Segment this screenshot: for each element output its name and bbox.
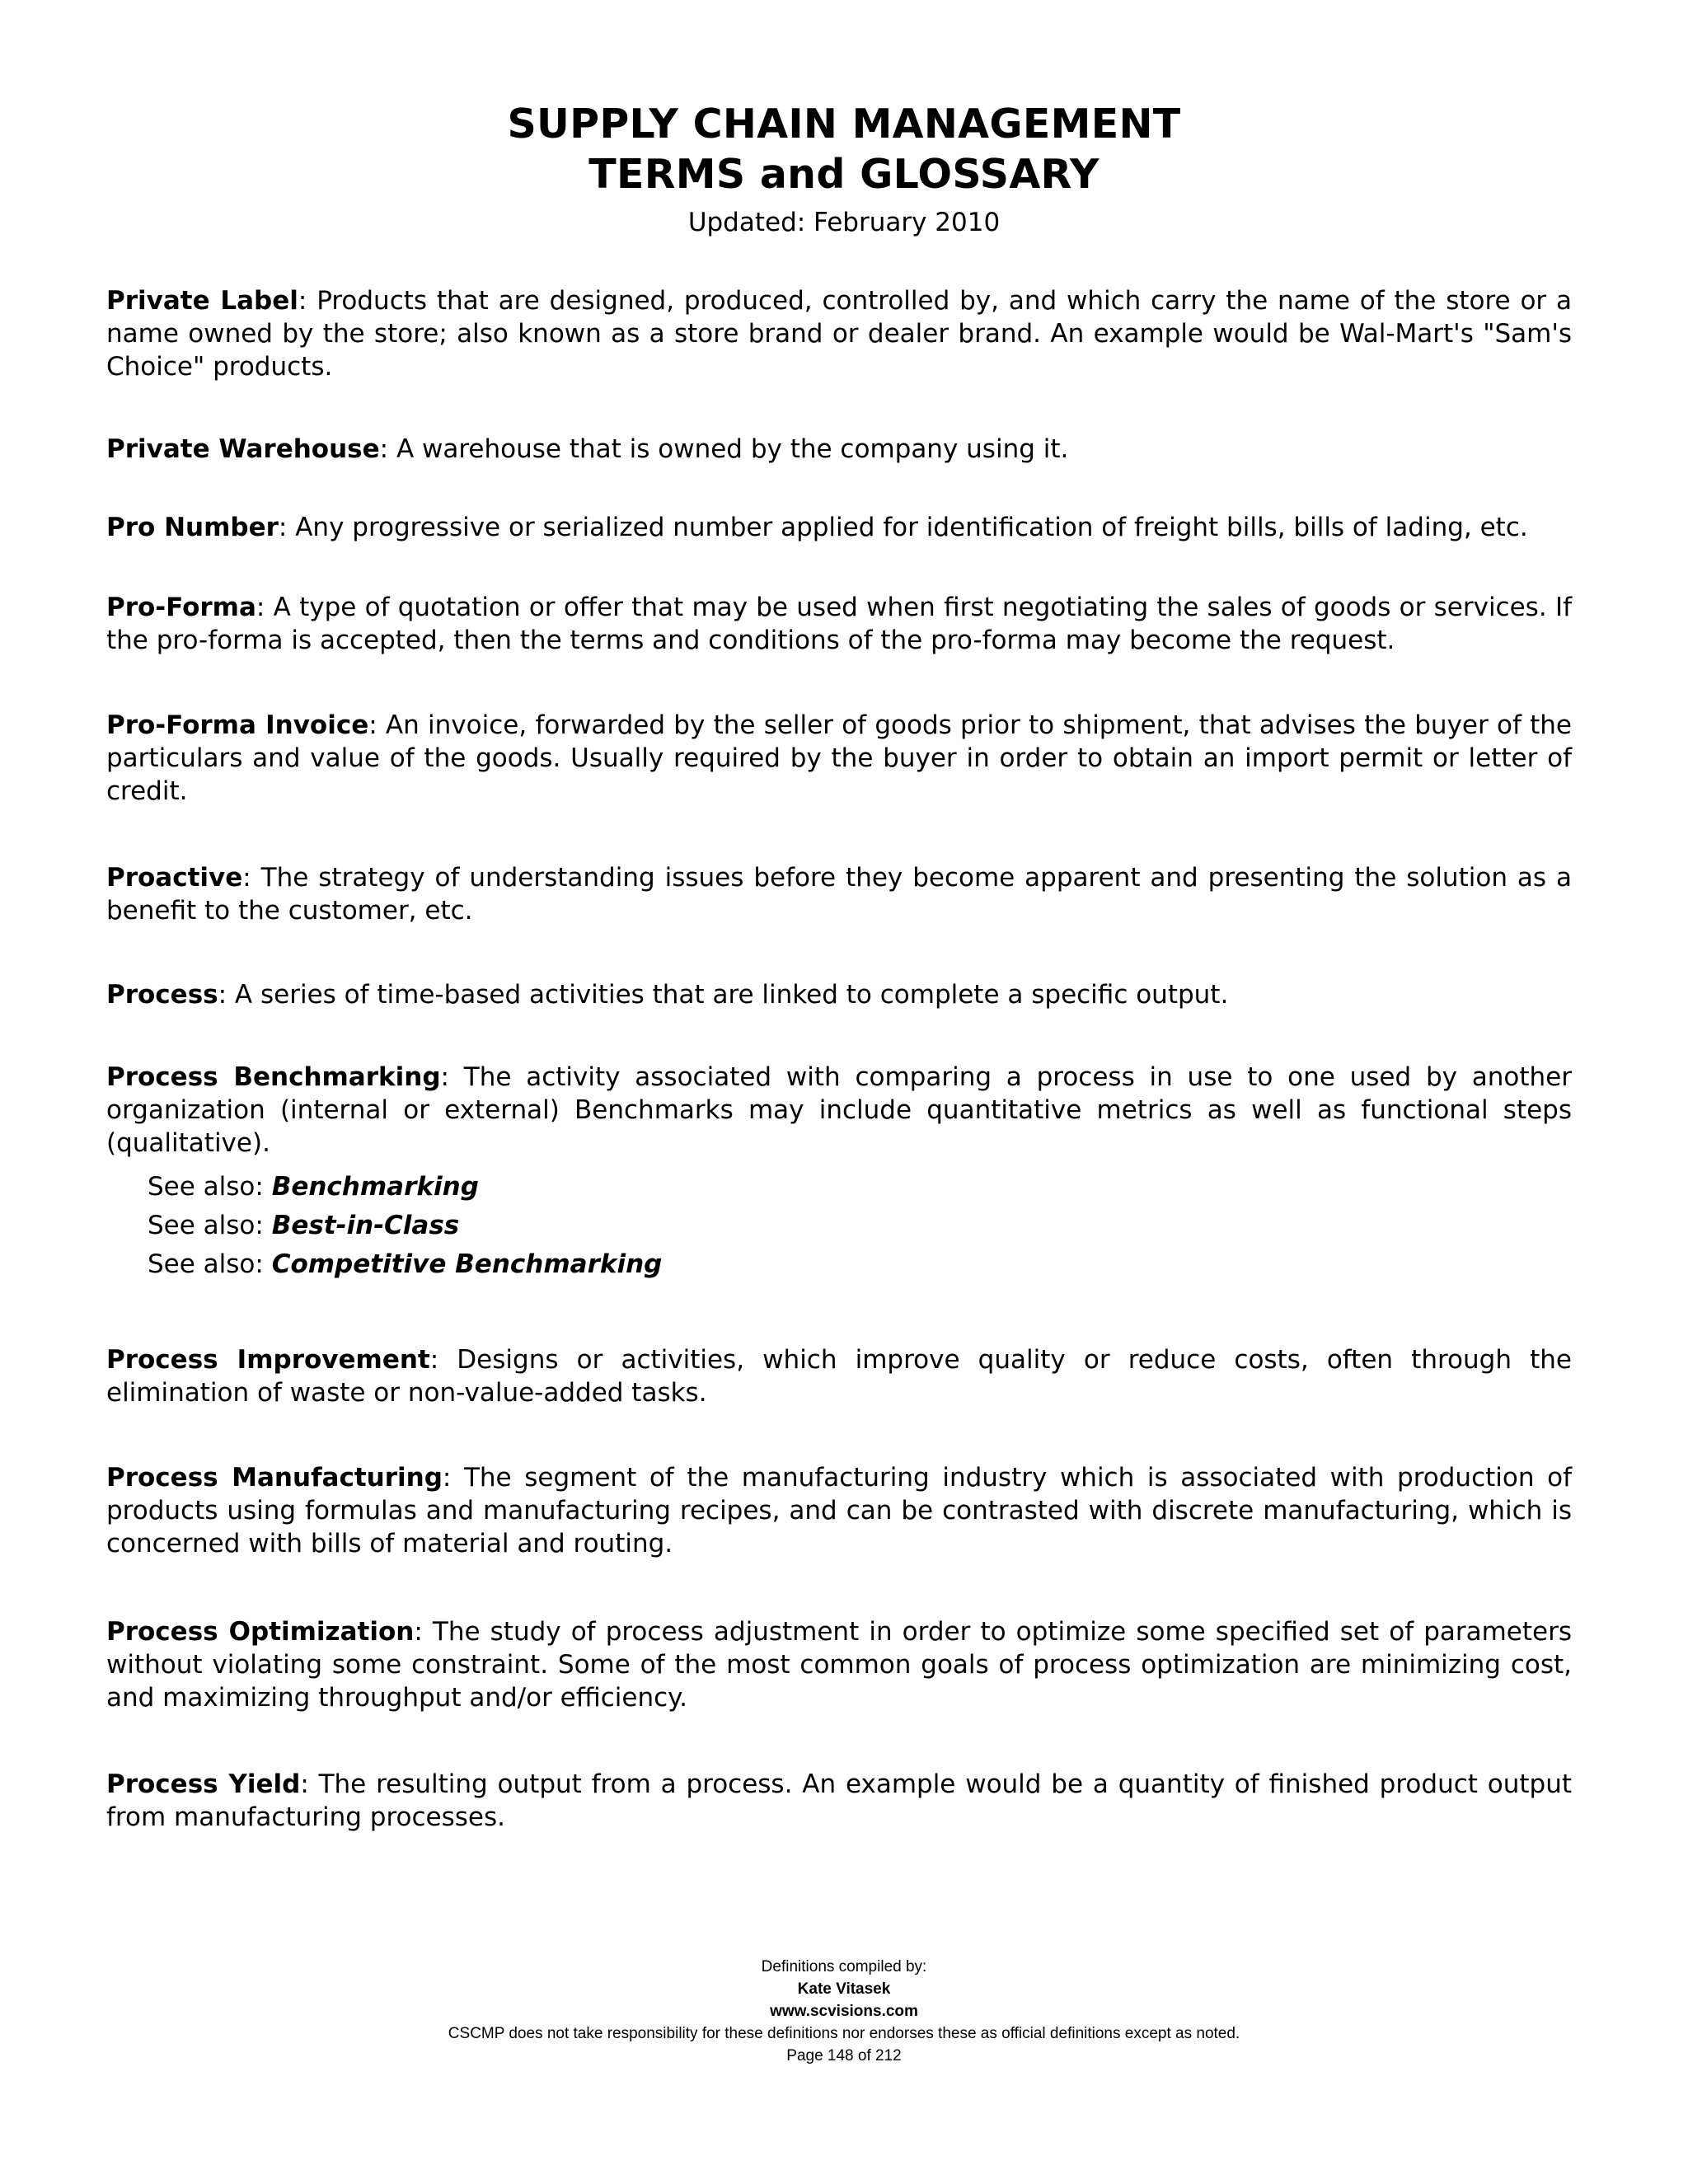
glossary-entry-process-optimization [106,1615,1572,1714]
glossary-entry-process-manufacturing [106,1461,1572,1560]
glossary-entry-pro-forma-invoice [106,709,1572,808]
glossary-term: Private Warehouse [106,434,380,464]
see-also-item [148,1245,1572,1284]
glossary-definition: : Designs or activities, which improve quality or reduce costs, often through the elimination of waste or non-value-added tasks. [106,1345,1572,1408]
footer-disclaimer: CSCMP does not take responsibility for these definitions nor endorses these as official definitions except as noted. [448,2025,1240,2042]
glossary-entry-private-label [106,284,1572,383]
see-also-item [148,1207,1572,1245]
glossary-definition: : An invoice, forwarded by the seller of goods prior to shipment, that advises the buyer of the particulars and value of the goods. Usually required by the buyer in order to obtain an import permit or letter of credit. [106,710,1572,806]
glossary-definition: : Products that are designed, produced, controlled by, and which carry the name of the store or a name owned by the store; also known as a store brand or dealer brand. An example would be Wal-Mart's "Sam's Choice" products. [106,286,1572,382]
glossary-definition: : Any progressive or serialized number applied for identification of freight bills, bills of lading, etc. [278,513,1528,542]
glossary-definition: : The strategy of understanding issues before they become apparent and presenting the solution as a benefit to the customer, etc. [106,863,1572,926]
glossary-term: Process Improvement [106,1345,430,1375]
see-also-term-best-in-class: Best-in-Class [271,1211,460,1240]
see-also-term-competitive-benchmarking: Competitive Benchmarking [271,1249,663,1279]
glossary-term: Pro-Forma Invoice [106,710,369,740]
glossary-definition: : A series of time-based activities that are linked to complete a specific output. [218,980,1229,1010]
glossary-entry-body [106,1061,1572,1160]
glossary-definition: : The activity associated with comparing a process in use to one used by another organization (internal or external) Benchmarks may include quantitative metrics as well as functional steps (qualitative). [106,1062,1572,1158]
glossary-term: Proactive [106,863,243,893]
glossary-term: Pro Number [106,513,279,542]
page-footer [0,1956,1688,2067]
glossary-definition: : A type of quotation or offer that may be used when first negotiating the sales of goods or services. If the pro-forma is accepted, then the terms and conditions of the pro-forma may become the request. [106,593,1572,655]
see-also-term-benchmarking: Benchmarking [271,1172,479,1202]
document-title-line-1: SUPPLY CHAIN MANAGEMENT [507,101,1181,148]
glossary-term: Process Optimization [106,1617,415,1647]
see-also-prefix: See also: [148,1211,272,1240]
glossary-term: Process [106,980,218,1010]
glossary-term: Process Manufacturing [106,1463,443,1493]
footer-author: Kate Vitasek [797,1980,891,1998]
glossary-entry-process-benchmarking [106,1061,1572,1284]
glossary-entry-process-yield [106,1768,1572,1834]
footer-compiled-by: Definitions compiled by: [761,1958,927,1975]
glossary-definition: : The resulting output from a process. An example would be a quantity of finished product output from manufacturing processes. [106,1769,1572,1832]
document-header [0,99,1688,241]
glossary-term: Process Benchmarking [106,1062,441,1092]
footer-page-number: Page 148 of 212 [786,2047,902,2064]
glossary-definition: : The segment of the manufacturing industry which is associated with production of products using formulas and manufacturing recipes, and can be contrasted with discrete manufacturing, which is concerned with bills of material and routing. [106,1463,1572,1558]
glossary-term: Pro-Forma [106,593,256,622]
see-also-list [106,1168,1572,1284]
glossary-entry-process [106,978,1572,1011]
document-title-line-2: TERMS and GLOSSARY [588,151,1100,198]
glossary-term: Process Yield [106,1769,301,1799]
see-also-item [148,1168,1572,1207]
glossary-definition: : The study of process adjustment in order to optimize some specified set of parameters without violating some constraint. Some of the most common goals of process optimization are minimizing cost, and maximizing throughput and/or efficiency. [106,1617,1573,1713]
glossary-entry-proactive [106,861,1572,927]
updated-date: Updated: February 2010 [687,208,1001,237]
glossary-term: Private Label [106,286,298,316]
glossary-entry-pro-forma [106,591,1572,657]
glossary-entry-private-warehouse [106,433,1572,466]
see-also-prefix: See also: [148,1249,272,1279]
glossary-entry-pro-number [106,511,1572,544]
glossary-definition: : A warehouse that is owned by the company using it. [379,434,1069,464]
see-also-prefix: See also: [148,1172,272,1202]
glossary-entry-process-improvement [106,1343,1572,1409]
footer-website: www.scvisions.com [770,2003,918,2020]
